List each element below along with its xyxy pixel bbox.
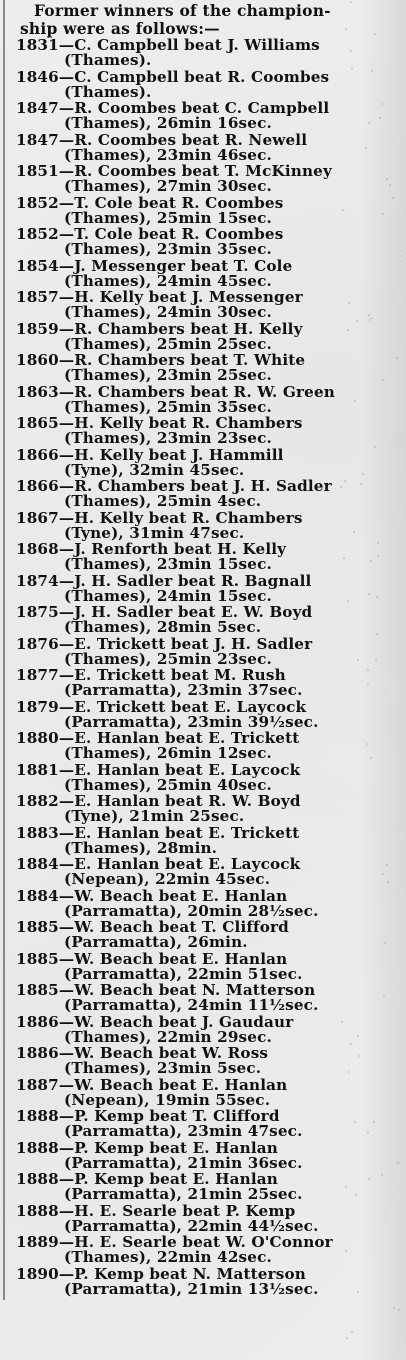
winner-entry: [0, 697, 400, 732]
winner-entry: [0, 542, 400, 574]
paper-speck: [362, 473, 364, 475]
winner-entry: [0, 1012, 400, 1047]
year-dash: —: [58, 666, 75, 684]
winner-match: E. Hanlan beat E. Laycock: [74, 760, 301, 779]
winner-entry: [0, 1172, 400, 1204]
winner-entry: [0, 983, 400, 1015]
paper-speck: [351, 68, 353, 70]
winner-match: R. Chambers beat H. Kelly: [74, 319, 303, 338]
winner-entry: [0, 164, 400, 196]
year-dash: —: [58, 225, 75, 243]
intro-line-1: Former winners of the champion-: [33, 1, 331, 20]
year-dash: —: [58, 1075, 75, 1094]
winner-year: 1854: [16, 256, 59, 275]
winner-year: 1852: [16, 225, 59, 243]
winner-match: W. Beach beat T. Clifford: [74, 918, 289, 936]
year-dash: —: [58, 792, 75, 810]
paper-speck: [396, 357, 398, 359]
paper-speck: [368, 122, 370, 124]
year-dash: —: [58, 760, 75, 779]
year-dash: —: [58, 634, 75, 653]
winner-year: 1880: [16, 729, 59, 747]
winner-match: R. Coombes beat T. McKinney: [74, 162, 332, 180]
winner-entry: [0, 634, 400, 669]
paper-speck: [374, 446, 376, 448]
winner-detail: (Thames), 25min 25sec.: [64, 334, 272, 353]
paper-speck: [382, 379, 384, 381]
winner-year: 1879: [16, 697, 59, 716]
winner-entry: [0, 256, 400, 291]
winner-year: 1867: [16, 508, 59, 527]
winner-entry: [0, 67, 400, 102]
winner-detail: (Parramatta), 23min 37sec.: [64, 681, 303, 699]
intro-paragraph: [20, 2, 400, 37]
winner-match: P. Kemp beat E. Hanlan: [74, 1170, 278, 1188]
winner-entry: [0, 823, 400, 858]
winner-year: 1863: [16, 382, 59, 401]
winner-match: W. Beach beat E. Hanlan: [74, 1075, 288, 1094]
year-dash: —: [58, 886, 75, 905]
year-dash: —: [58, 823, 75, 842]
paper-speck: [371, 70, 373, 72]
paper-speck: [386, 178, 388, 180]
paper-speck: [357, 1035, 359, 1037]
winner-detail: (Tyne), 21min 25sec.: [64, 807, 245, 825]
winner-detail: (Thames), 28min.: [64, 838, 218, 857]
paper-speck: [355, 1194, 357, 1196]
winner-year: 1866: [16, 445, 59, 464]
winner-detail: (Thames), 23min 15sec.: [64, 555, 272, 573]
winner-year: 1859: [16, 319, 59, 338]
winner-detail: (Parramatta), 21min 25sec.: [64, 1185, 303, 1203]
year-dash: —: [58, 319, 75, 338]
year-dash: —: [58, 603, 75, 621]
winner-detail: (Thames), 23min 5sec.: [64, 1059, 262, 1077]
paper-speck: [384, 942, 386, 944]
winner-match: T. Cole beat R. Coombes: [74, 193, 284, 212]
winner-entry: [0, 668, 400, 700]
winner-match: R. Coombes beat R. Newell: [74, 130, 308, 149]
winner-entry: [0, 1046, 400, 1078]
winner-match: R. Chambers beat R. W. Green: [74, 382, 336, 401]
winner-year: 1885: [16, 981, 59, 999]
winner-detail: (Thames), 25min 15sec.: [64, 208, 272, 227]
paper-speck: [368, 593, 370, 595]
winners-list: [0, 38, 400, 1298]
year-dash: —: [58, 1264, 75, 1283]
year-dash: —: [58, 414, 75, 432]
winner-match: P. Kemp beat T. Clifford: [74, 1107, 280, 1125]
winner-detail: (Thames), 22min 42sec.: [64, 1248, 272, 1266]
paper-speck: [357, 1291, 359, 1293]
winner-year: 1888: [16, 1107, 59, 1125]
winner-year: 1883: [16, 823, 59, 842]
winner-match: W. Beach beat E. Hanlan: [74, 949, 288, 968]
winner-entry: [0, 130, 400, 165]
winner-entry: [0, 920, 400, 952]
winner-match: R. Coombes beat C. Campbell: [74, 99, 330, 117]
winner-year: 1885: [16, 949, 59, 968]
winner-match: E. Trickett beat J. H. Sadler: [74, 634, 313, 653]
winner-entry: [0, 857, 400, 889]
winner-detail: (Tyne), 32min 45sec.: [64, 460, 245, 479]
winner-year: 1866: [16, 477, 59, 495]
paper-speck: [381, 1174, 383, 1176]
winner-year: 1887: [16, 1075, 59, 1094]
winner-year: 1881: [16, 760, 59, 779]
winner-detail: (Thames), 23min 46sec.: [64, 145, 272, 164]
winner-match: R. Chambers beat J. H. Sadler: [74, 477, 332, 495]
winner-entry: [0, 382, 400, 417]
winner-match: J. H. Sadler beat R. Bagnall: [74, 571, 312, 590]
winner-entry: [0, 1138, 400, 1173]
winner-year: 1852: [16, 193, 59, 212]
winner-year: 1888: [16, 1201, 59, 1220]
winner-year: 1876: [16, 634, 59, 653]
winner-entry: [0, 1075, 400, 1110]
winner-entry: [0, 101, 400, 133]
winner-detail: (Parramatta), 22min 51sec.: [64, 964, 303, 983]
winner-match: J. Renforth beat H. Kelly: [74, 540, 287, 558]
winner-entry: [0, 886, 400, 921]
year-dash: —: [58, 571, 75, 590]
winner-year: 1847: [16, 99, 59, 117]
winner-detail: (Thames), 25min 4sec.: [64, 492, 262, 510]
paper-speck: [377, 555, 379, 557]
winner-year: 1889: [16, 1233, 59, 1251]
winner-entry: [0, 193, 400, 228]
paper-speck: [343, 557, 345, 559]
paper-speck: [392, 197, 394, 199]
winner-match: T. Cole beat R. Coombes: [74, 225, 284, 243]
winner-detail: (Thames), 24min 45sec.: [64, 271, 272, 290]
paper-speck: [368, 314, 370, 316]
year-dash: —: [58, 729, 75, 747]
winner-entry: [0, 508, 400, 543]
winner-match: J. H. Sadler beat E. W. Boyd: [74, 603, 313, 621]
winner-detail: (Thames), 27min 30sec.: [64, 177, 272, 195]
winner-detail: (Parramatta), 23min 47sec.: [64, 1122, 303, 1140]
year-dash: —: [58, 1044, 75, 1062]
year-dash: —: [58, 382, 75, 401]
winner-detail: (Thames), 24min 15sec.: [64, 586, 272, 605]
winner-result-line: [16, 38, 320, 54]
winner-detail: (Parramatta), 23min 39½sec.: [64, 712, 319, 731]
winner-entry: [0, 1201, 400, 1236]
paper-speck: [346, 1337, 348, 1339]
winner-detail: (Thames), 26min 12sec.: [64, 744, 272, 762]
year-dash: —: [58, 1233, 75, 1251]
winner-match: E. Hanlan beat E. Laycock: [74, 855, 301, 873]
winner-year: 1831: [16, 36, 59, 54]
winner-entry: [0, 353, 400, 385]
winner-year: 1874: [16, 571, 59, 590]
year-dash: —: [58, 193, 75, 212]
winner-entry: [0, 760, 400, 795]
winner-detail: (Tyne), 31min 47sec.: [64, 523, 245, 542]
winner-match: W. Beach beat E. Hanlan: [74, 886, 288, 905]
year-dash: —: [58, 918, 75, 936]
intro-line-2: ship were as follows:—: [20, 18, 220, 38]
winner-entry: [0, 1235, 400, 1267]
year-dash: —: [58, 477, 75, 495]
winner-detail: (Thames), 25min 40sec.: [64, 775, 272, 794]
winner-match: C. Campbell beat R. Coombes: [74, 67, 330, 86]
winner-match: W. Beach beat J. Gaudaur: [74, 1012, 294, 1031]
winner-match: H. E. Searle beat W. O'Connor: [74, 1233, 333, 1251]
year-dash: —: [58, 67, 75, 86]
winner-match: E. Trickett beat M. Rush: [74, 666, 286, 684]
paper-speck: [379, 117, 381, 119]
winner-year: 1877: [16, 666, 59, 684]
winner-entry: [0, 416, 400, 448]
winner-detail: (Parramatta), 21min 13½sec.: [64, 1279, 319, 1298]
winner-match: H. Kelly beat R. Chambers: [74, 508, 303, 527]
winner-match: E. Hanlan beat R. W. Boyd: [74, 792, 301, 810]
paper-speck: [383, 995, 385, 997]
winner-entry: [0, 479, 400, 511]
year-dash: —: [58, 949, 75, 968]
paper-speck: [360, 483, 362, 485]
paper-speck: [369, 319, 371, 321]
winner-entry: [0, 949, 400, 984]
winner-detail: (Nepean), 19min 55sec.: [64, 1090, 271, 1109]
winner-match: E. Hanlan beat E. Trickett: [74, 729, 300, 747]
winner-entry: [0, 1109, 400, 1141]
winner-entry: [0, 445, 400, 480]
winner-year: 1884: [16, 886, 59, 905]
winner-match: P. Kemp beat E. Hanlan: [74, 1138, 278, 1157]
year-dash: —: [58, 1138, 75, 1157]
paper-speck: [375, 658, 377, 660]
year-dash: —: [58, 508, 75, 527]
winner-entry: [0, 1264, 400, 1299]
winner-match: H. Kelly beat R. Chambers: [74, 414, 303, 432]
winner-entry: [0, 605, 400, 637]
year-dash: —: [58, 540, 75, 558]
paper-speck: [399, 439, 401, 441]
winner-year: 1885: [16, 918, 59, 936]
winner-detail: (Thames), 23min 25sec.: [64, 366, 272, 384]
winner-match: P. Kemp beat N. Matterson: [74, 1264, 306, 1283]
winner-entry: [0, 290, 400, 322]
winner-detail: (Parramatta), 24min 11½sec.: [64, 996, 319, 1014]
year-dash: —: [58, 1170, 75, 1188]
paper-speck: [341, 1021, 343, 1023]
paper-speck: [348, 1071, 350, 1073]
year-dash: —: [58, 256, 75, 275]
winner-detail: (Nepean), 22min 45sec.: [64, 870, 271, 888]
winner-detail: (Parramatta), 22min 44½sec.: [64, 1216, 319, 1235]
winner-match: H. E. Searle beat P. Kemp: [74, 1201, 296, 1220]
winner-detail: (Thames), 28min 5sec.: [64, 618, 262, 636]
winner-detail: (Thames).: [64, 51, 152, 69]
winner-year: 1868: [16, 540, 59, 558]
winner-detail: (Thames), 23min 35sec.: [64, 240, 272, 258]
winner-match: W. Beach beat N. Matterson: [74, 981, 316, 999]
winner-match: H. Kelly beat J. Messenger: [74, 288, 303, 306]
winner-detail: (Thames), 23min 23sec.: [64, 429, 272, 447]
winner-match: J. Messenger beat T. Cole: [74, 256, 293, 275]
year-dash: —: [58, 351, 75, 369]
year-dash: —: [58, 99, 75, 117]
winner-year: 1846: [16, 67, 59, 86]
winner-match: C. Campbell beat J. Williams: [74, 36, 320, 54]
winner-match: E. Hanlan beat E. Trickett: [74, 823, 300, 842]
winner-year: 1886: [16, 1044, 59, 1062]
winner-detail: (Thames), 25min 23sec.: [64, 649, 272, 668]
year-dash: —: [58, 130, 75, 149]
paper-speck: [342, 209, 344, 211]
paper-speck: [366, 743, 368, 745]
winner-entry: [0, 794, 400, 826]
winner-entry: [0, 319, 400, 354]
winner-detail: (Thames), 22min 29sec.: [64, 1027, 272, 1046]
winner-detail: (Parramatta), 20min 28½sec.: [64, 901, 319, 920]
winner-entry: [0, 38, 400, 70]
winner-detail: (Parramatta), 21min 36sec.: [64, 1153, 303, 1172]
year-dash: —: [58, 162, 75, 180]
year-dash: —: [58, 981, 75, 999]
winner-result-line: [16, 67, 330, 86]
winner-detail: (Thames), 25min 35sec.: [64, 397, 272, 416]
year-dash: —: [58, 36, 75, 54]
year-dash: —: [58, 288, 75, 306]
winner-year: 1865: [16, 414, 59, 432]
winner-year: 1888: [16, 1170, 59, 1188]
winner-match: H. Kelly beat J. Hammill: [74, 445, 284, 464]
winner-year: 1890: [16, 1264, 59, 1283]
winner-year: 1886: [16, 1012, 59, 1031]
year-dash: —: [58, 1201, 75, 1220]
winner-detail: (Parramatta), 26min.: [64, 933, 248, 951]
winner-year: 1888: [16, 1138, 59, 1157]
winner-year: 1875: [16, 603, 59, 621]
winner-year: 1857: [16, 288, 59, 306]
paper-speck: [351, 1331, 353, 1333]
winner-match: R. Chambers beat T. White: [74, 351, 306, 369]
winner-year: 1860: [16, 351, 59, 369]
winner-match: W. Beach beat W. Ross: [74, 1044, 269, 1062]
winner-detail: (Thames), 26min 16sec.: [64, 114, 272, 132]
winner-match: E. Trickett beat E. Laycock: [74, 697, 307, 716]
paper-speck: [370, 560, 372, 562]
winner-year: 1882: [16, 792, 59, 810]
winner-detail: (Thames), 24min 30sec.: [64, 303, 272, 321]
winner-year: 1851: [16, 162, 59, 180]
paper-speck: [358, 1055, 360, 1057]
winner-year: 1884: [16, 855, 59, 873]
year-dash: —: [58, 1107, 75, 1125]
winner-entry: [0, 227, 400, 259]
winner-year: 1847: [16, 130, 59, 149]
winner-entry: [0, 571, 400, 606]
winner-detail: (Thames).: [64, 82, 152, 101]
year-dash: —: [58, 1012, 75, 1031]
year-dash: —: [58, 855, 75, 873]
year-dash: —: [58, 445, 75, 464]
year-dash: —: [58, 697, 75, 716]
winner-entry: [0, 731, 400, 763]
